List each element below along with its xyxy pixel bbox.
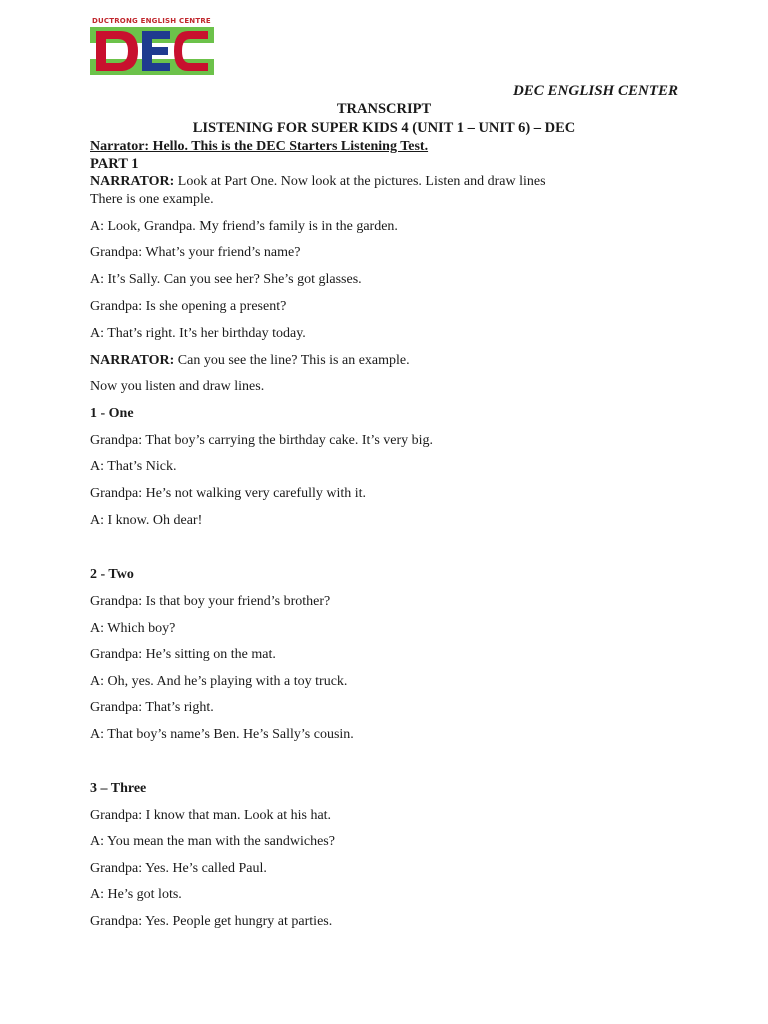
- dialogue-line: A: Look, Grandpa. My friend’s family is in the garden.: [90, 219, 398, 234]
- dialogue-line: Grandpa: Is that boy your friend’s brother?: [90, 594, 331, 609]
- document-subtitle: LISTENING FOR SUPER KIDS 4 (UNIT 1 – UNIT 6) – DEC: [192, 120, 576, 136]
- dialogue-line: A: Which boy?: [90, 621, 176, 636]
- section-heading: 1 - One: [90, 406, 134, 421]
- dialogue-line: A: Oh, yes. And he’s playing with a toy truck.: [90, 674, 348, 689]
- dialogue-line: A: He’s got lots.: [90, 887, 182, 902]
- dialogue-line: A: That’s Nick.: [90, 459, 177, 474]
- logo-mark: [90, 27, 214, 75]
- section-heading: 3 – Three: [90, 781, 147, 796]
- narrator-intro: Narrator: Hello. This is the DEC Starters Listening Test.: [90, 139, 429, 154]
- logo-letter-e: [142, 31, 170, 71]
- dialogue-line: Grandpa: He’s sitting on the mat.: [90, 647, 276, 662]
- narrator-instruction-line2: There is one example.: [90, 192, 214, 207]
- narrator-text: Look at Part One. Now look at the pictures. Listen and draw lines: [174, 174, 546, 189]
- narrator-speaker: NARRATOR:: [90, 353, 175, 368]
- logo-tagline: DUCTRONG ENGLISH CENTRE: [92, 17, 211, 25]
- dialogue-line: A: You mean the man with the sandwiches?: [90, 834, 335, 849]
- dialogue-line: A: That boy’s name’s Ben. He’s Sally’s cousin.: [90, 727, 354, 742]
- narrator-example: [90, 353, 410, 369]
- instruction-line: Now you listen and draw lines.: [90, 379, 265, 394]
- part-label: PART 1: [90, 156, 139, 172]
- dialogue-line: Grandpa: That’s right.: [90, 700, 214, 715]
- narrator-text: Can you see the line? This is an example.: [174, 353, 410, 368]
- dialogue-line: A: It’s Sally. Can you see her? She’s got glasses.: [90, 272, 362, 287]
- narrator-instruction: [90, 174, 546, 190]
- center-name: DEC ENGLISH CENTER: [512, 83, 678, 99]
- dialogue-line: A: That’s right. It’s her birthday today.: [90, 326, 306, 341]
- dialogue-line: A: I know. Oh dear!: [90, 513, 203, 528]
- document-title: TRANSCRIPT: [336, 101, 432, 117]
- dialogue-line: Grandpa: Is she opening a present?: [90, 299, 287, 314]
- dec-logo: [90, 17, 214, 75]
- narrator-speaker: NARRATOR:: [90, 174, 175, 189]
- dialogue-line: Grandpa: He’s not walking very carefully with it.: [90, 486, 367, 501]
- dialogue-line: Grandpa: What’s your friend’s name?: [90, 245, 301, 260]
- dialogue-line: Grandpa: Yes. He’s called Paul.: [90, 861, 267, 876]
- dialogue-line: Grandpa: Yes. People get hungry at parties.: [90, 914, 333, 929]
- section-heading: 2 - Two: [90, 567, 134, 582]
- logo-mark-graphic: [90, 27, 214, 75]
- dialogue-line: Grandpa: I know that man. Look at his hat.: [90, 808, 332, 823]
- dialogue-line: Grandpa: That boy’s carrying the birthday cake. It’s very big.: [90, 433, 434, 448]
